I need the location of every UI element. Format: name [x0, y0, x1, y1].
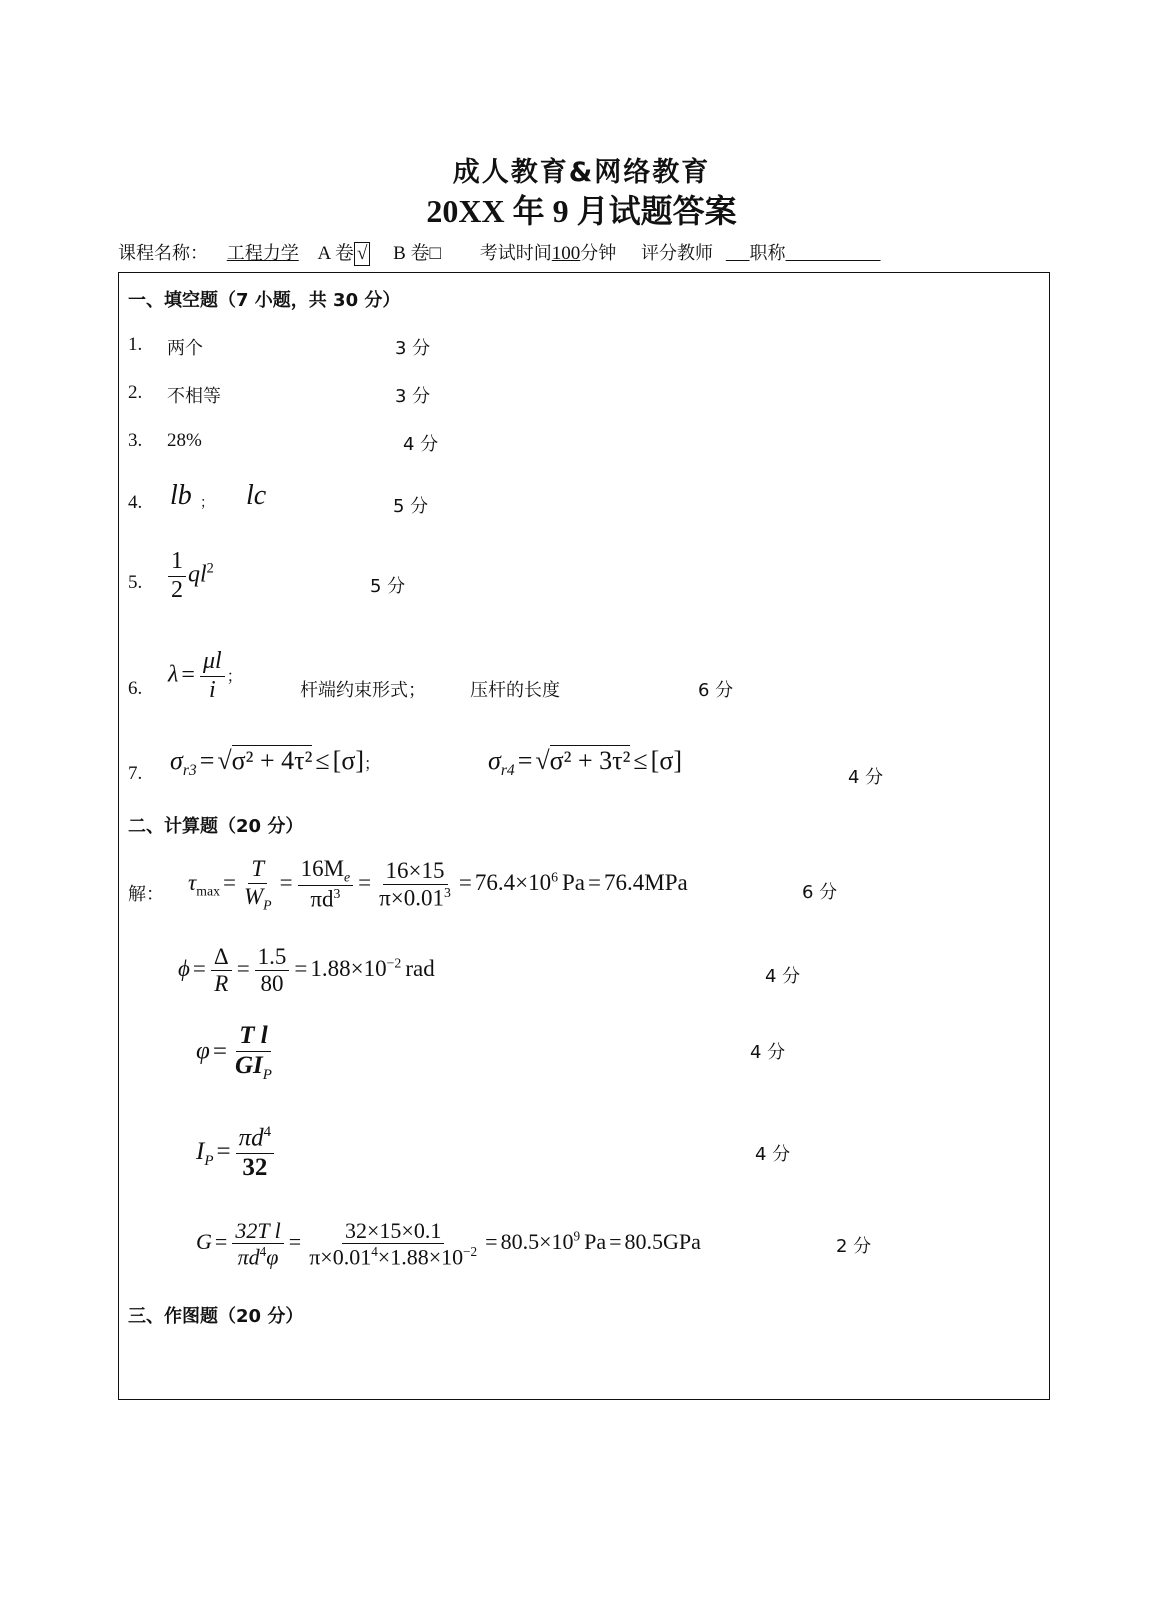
- organization-title: 成人教育&网络教育: [452, 157, 711, 188]
- equation-4-score: 4 分: [755, 1144, 791, 1165]
- item1-score: 3 分: [395, 338, 431, 359]
- equation-2: ϕ = $\frac{\Delta}{R}$ = $\frac{1.5}{80}$ = $1.88\times 10^{-2}$ rad: [178, 944, 435, 997]
- item3-answer: 28%: [167, 430, 202, 451]
- equation-4: $I_P$ = $\frac{\pi d^4}{32}$: [196, 1124, 276, 1183]
- paper-a-label: A 卷: [317, 243, 354, 264]
- solve-label: 解：: [128, 884, 164, 905]
- equation-2-score: 4 分: [765, 966, 801, 987]
- exam-title: 20XX 年 9 月试题答案: [426, 193, 737, 229]
- grader-label: 评分教师: [641, 243, 714, 264]
- item4-answer-b: lc: [246, 480, 267, 511]
- item5-formula: $\frac{1}{2}$ $ql^2$: [166, 548, 214, 604]
- paper-a-checkbox: √: [354, 242, 370, 266]
- item3-number: 3.: [128, 430, 143, 451]
- item7-formula-b: $\sigma_{r4} = √\sigma^2 + 3\tau^2 \le [\sigma]$: [488, 746, 682, 780]
- course-info-line: [118, 238, 881, 266]
- item4-answer-a: lb: [170, 480, 192, 511]
- item5-number: 5.: [128, 572, 143, 593]
- section2-heading: 二、计算题（20 分）: [128, 816, 304, 837]
- item4-number: 4.: [128, 492, 143, 513]
- course-name: 工程力学: [226, 243, 299, 264]
- item7-score: 4 分: [848, 767, 884, 788]
- grader-blank: [726, 243, 750, 265]
- item6-score: 6 分: [698, 680, 734, 701]
- equation-1: $\tau_{max}$ = $\frac{T}{W_P}$ = $\frac{16M_e}{\pi d^3}$ = $\frac{16\times 15}{\pi\times 0.01^3}$ = $76.4\times 10^6$ Pa = 76.4MPa: [188, 856, 688, 913]
- equation-3-score: 4 分: [750, 1042, 786, 1063]
- equation-5-score: 2 分: [836, 1236, 872, 1257]
- item2-answer: 不相等: [167, 386, 221, 407]
- item7-number: 7.: [128, 763, 143, 784]
- item6-number: 6.: [128, 678, 143, 699]
- exam-time-label: 考试时间: [479, 243, 552, 264]
- item2-score: 3 分: [395, 386, 431, 407]
- item1-answer: 两个: [167, 338, 203, 359]
- item7-formula-a: $\sigma_{r3} = √\sigma^2 + 4\tau^2 \le [\sigma]$；: [170, 746, 381, 780]
- item5-fraction: $\frac{1}{2}$: [168, 548, 186, 604]
- item6-formula: λ = $\frac{\mu l}{i}$ ；: [168, 648, 243, 703]
- exam-time-unit: 分钟: [580, 243, 617, 264]
- equation-3: φ = $\frac{\text{T l}}{GI_P}$: [196, 1022, 272, 1083]
- item6-fraction: $\frac{\mu l}{i}$: [200, 648, 225, 704]
- section3-heading: 三、作图题（20 分）: [128, 1306, 304, 1327]
- item6-text-b: 压杆的长度: [470, 680, 560, 701]
- item3-score: 4 分: [403, 434, 439, 455]
- title-label: 职称: [749, 243, 786, 264]
- title-blank: [786, 243, 881, 265]
- item6-text-a: 杆端约束形式；: [300, 680, 426, 701]
- equation-1-score: 6 分: [802, 882, 838, 903]
- section1-heading: 一、填空题（7 小题，共 30 分）: [128, 290, 401, 311]
- item4-score: 5 分: [393, 496, 429, 517]
- item1-number: 1.: [128, 334, 143, 355]
- item4-separator: ；: [200, 495, 214, 511]
- exam-time-value: 100: [551, 243, 581, 264]
- item2-number: 2.: [128, 382, 143, 403]
- course-label: 课程名称：: [118, 243, 208, 264]
- item5-score: 5 分: [370, 576, 406, 597]
- paper-b-label: B 卷□: [393, 243, 442, 264]
- equation-5: G = $\frac{\text{32T l}}{\pi d^4\varphi}$ = $\frac{32\times 15\times 0.1}{\pi\times 0.01^4\times 1.88\times 10^{-2}}$ = $80.5\times 10^9$ Pa = 80.5GPa: [196, 1218, 701, 1270]
